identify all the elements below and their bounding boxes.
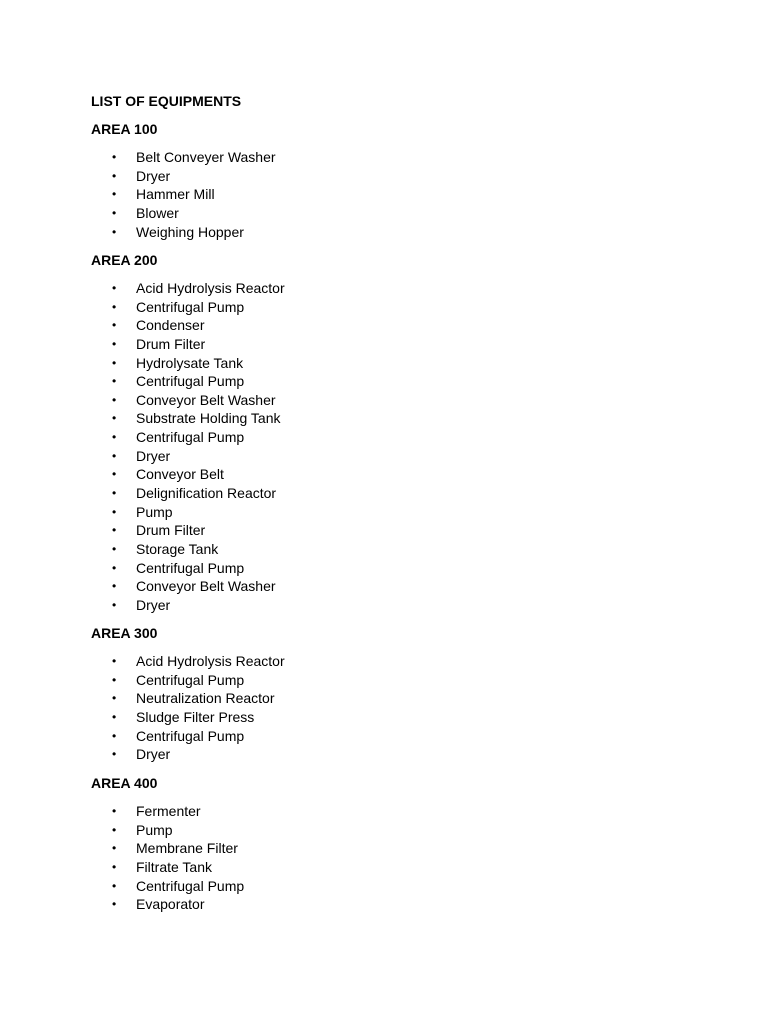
bullet-icon: • xyxy=(112,504,117,519)
area-heading-400: AREA 400 xyxy=(91,775,158,791)
bullet-icon: • xyxy=(112,336,117,351)
bullet-icon: • xyxy=(112,467,117,482)
equipment-item-label: Weighing Hopper xyxy=(136,223,244,240)
equipment-item-label: Dryer xyxy=(136,447,171,464)
equipment-item-label: Conveyor Belt xyxy=(136,466,224,483)
bullet-icon: • xyxy=(112,168,117,183)
equipment-item-label: Centrifugal Pump xyxy=(136,559,245,576)
equipment-item-label: Filtrate Tank xyxy=(136,858,212,875)
equipment-item-label: Acid Hydrolysis Reactor xyxy=(136,280,285,296)
equipment-item-label: Hydrolysate Tank xyxy=(136,354,244,371)
bullet-icon: • xyxy=(112,318,117,333)
bullet-icon: • xyxy=(112,392,117,407)
bullet-icon: • xyxy=(112,560,117,575)
equipment-item-label: Dryer xyxy=(136,596,171,613)
bullet-icon: • xyxy=(112,224,117,239)
equipment-item-label: Dryer xyxy=(136,167,171,184)
bullet-icon: • xyxy=(112,541,117,556)
bullet-icon: • xyxy=(112,822,117,837)
bullet-icon: • xyxy=(112,654,117,668)
equipment-item-label: Blower xyxy=(136,204,179,221)
equipment-item-label: Membrane Filter xyxy=(136,840,238,857)
equipment-item-label: Centrifugal Pump xyxy=(136,877,245,894)
bullet-icon: • xyxy=(112,897,117,912)
equipment-item-label: Drum Filter xyxy=(136,335,206,352)
equipment-item-label: Conveyor Belt Washer xyxy=(136,578,276,595)
equipment-item-label: Storage Tank xyxy=(136,540,219,557)
area-heading-200: AREA 200 xyxy=(91,252,158,268)
bullet-icon: • xyxy=(112,691,117,706)
bullet-icon: • xyxy=(112,804,117,818)
bullet-icon: • xyxy=(112,411,117,426)
bullet-icon: • xyxy=(112,430,117,445)
equipment-item-label: Centrifugal Pump xyxy=(136,671,245,688)
bullet-icon: • xyxy=(112,448,117,463)
bullet-icon: • xyxy=(112,205,117,220)
equipment-item-label: Dryer xyxy=(136,746,171,763)
equipment-item-label: Condenser xyxy=(136,317,205,334)
equipment-item-label: Centrifugal Pump xyxy=(136,298,245,315)
equipment-item-label: Hammer Mill xyxy=(136,186,215,203)
equipment-item-label: Delignification Reactor xyxy=(136,485,277,502)
equipment-item-label: Centrifugal Pump xyxy=(136,373,245,390)
bullet-icon: • xyxy=(112,579,117,594)
bullet-icon: • xyxy=(112,728,117,743)
bullet-icon: • xyxy=(112,841,117,856)
equipment-item-label: Belt Conveyer Washer xyxy=(136,149,276,165)
bullet-icon: • xyxy=(112,355,117,370)
bullet-icon: • xyxy=(112,878,117,893)
equipment-item-label: Evaporator xyxy=(136,896,205,913)
equipment-item-label: Substrate Holding Tank xyxy=(136,410,281,427)
bullet-icon: • xyxy=(112,597,117,612)
equipment-item-label: Sludge Filter Press xyxy=(136,708,255,725)
equipment-item-label: Centrifugal Pump xyxy=(136,727,245,744)
equipment-item-label: Pump xyxy=(136,503,173,520)
equipment-item-label: Centrifugal Pump xyxy=(136,429,245,446)
bullet-icon: • xyxy=(112,374,117,389)
bullet-icon: • xyxy=(112,281,117,295)
equipment-item-label: Drum Filter xyxy=(136,522,206,539)
bullet-icon: • xyxy=(112,486,117,501)
bullet-icon: • xyxy=(112,709,117,724)
bullet-icon: • xyxy=(112,523,117,538)
bullet-icon: • xyxy=(112,187,117,202)
area-heading-100: AREA 100 xyxy=(91,121,158,137)
document-title: LIST OF EQUIPMENTS xyxy=(91,93,242,109)
equipment-item-label: Conveyor Belt Washer xyxy=(136,391,276,408)
bullet-icon: • xyxy=(112,150,117,164)
equipment-item-label: Fermenter xyxy=(136,803,201,819)
bullet-icon: • xyxy=(112,859,117,874)
bullet-icon: • xyxy=(112,747,117,762)
bullet-icon: • xyxy=(112,299,117,314)
equipment-item-label: Neutralization Reactor xyxy=(136,690,275,707)
equipment-item-label: Pump xyxy=(136,821,173,838)
equipment-item-label: Acid Hydrolysis Reactor xyxy=(136,653,285,669)
area-heading-300: AREA 300 xyxy=(91,625,158,641)
bullet-icon: • xyxy=(112,672,117,687)
